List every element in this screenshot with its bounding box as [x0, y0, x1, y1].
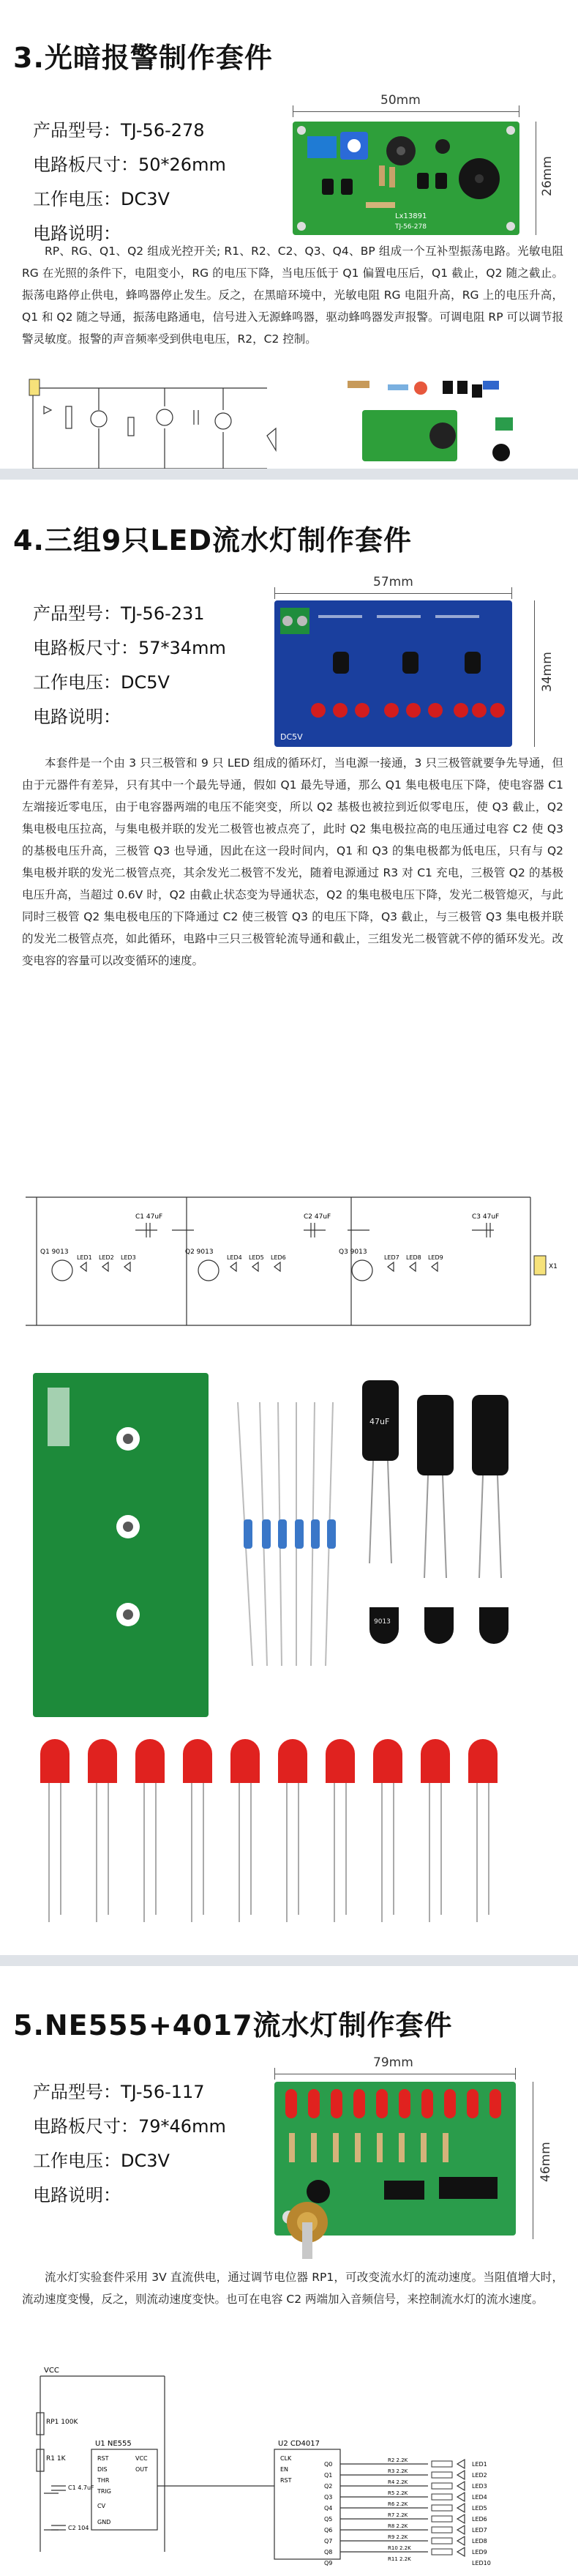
svg-text:Q6: Q6 — [324, 2527, 333, 2534]
svg-text:LED7: LED7 — [472, 2527, 487, 2534]
svg-text:R9 2.2K: R9 2.2K — [388, 2534, 408, 2540]
svg-text:Q9: Q9 — [324, 2560, 333, 2566]
pcb-code-text: Lx13891 — [395, 212, 427, 220]
svg-text:GND: GND — [97, 2519, 111, 2525]
cap-value-label: 47uF — [369, 1417, 390, 1426]
pcb-board-image — [293, 122, 519, 235]
svg-text:Q8: Q8 — [324, 2549, 333, 2555]
svg-text:RST: RST — [280, 2477, 292, 2484]
c2-label: C2 104 — [68, 2525, 89, 2531]
spec-model: 产品型号：TJ-56-278 — [33, 120, 205, 141]
led-label: LED9 — [428, 1254, 443, 1261]
spec-voltage: 工作电压：DC5V — [33, 672, 170, 693]
vcc-label: VCC — [44, 2367, 59, 2375]
svg-text:EN: EN — [280, 2466, 289, 2473]
circuit-schematic — [18, 2361, 574, 2574]
svg-text:R10 2.2K: R10 2.2K — [388, 2545, 411, 2551]
spec-size: 电路板尺寸：79*46mm — [33, 2116, 226, 2137]
dim-height-label: 46mm — [538, 2142, 553, 2182]
svg-text:Q1: Q1 — [324, 2472, 333, 2479]
svg-text:Q7: Q7 — [324, 2538, 333, 2545]
led-label: LED1 — [77, 1254, 92, 1261]
led-label: LED4 — [227, 1254, 242, 1261]
svg-text:LED2: LED2 — [472, 2472, 487, 2479]
svg-text:DIS: DIS — [97, 2466, 108, 2473]
cap-label: C3 47uF — [472, 1213, 500, 1221]
dim-width-label: 57mm — [373, 575, 413, 589]
kit-section-ne555-4017 — [0, 1966, 578, 2576]
svg-text:R11 2.2K: R11 2.2K — [388, 2556, 411, 2562]
transistor-label: Q2 9013 — [185, 1248, 214, 1256]
potentiometer-image — [282, 2200, 333, 2259]
dim-width-label: 50mm — [380, 93, 421, 108]
spec-size: 电路板尺寸：50*26mm — [33, 155, 226, 175]
led-label: LED7 — [384, 1254, 399, 1261]
circuit-schematic — [18, 1186, 567, 1333]
svg-text:CV: CV — [97, 2503, 106, 2509]
kit-title: 3.光暗报警制作套件 — [13, 42, 273, 74]
kit-title: 5.NE555+4017流水灯制作套件 — [13, 2009, 453, 2041]
spec-description-label: 电路说明： — [33, 2185, 121, 2205]
spec-voltage: 工作电压：DC3V — [33, 2151, 170, 2171]
led-label: LED5 — [249, 1254, 264, 1261]
svg-text:RST: RST — [97, 2455, 109, 2462]
connector-label: X1 — [549, 1263, 558, 1270]
svg-text:LED10: LED10 — [472, 2560, 491, 2566]
dim-height-label: 26mm — [540, 156, 555, 196]
section-divider — [0, 1955, 578, 1966]
kit-description: 本套件是一个由 3 只三极管和 9 只 LED 组成的循环灯，当电源一接通，3 只三极管就要争先导通，但由于元器件有差异，只有其中一个最先导通，假如 Q1 最先导通，那么 Q1 集电极电压下降，使电容器 C1 左端接近零电压，由于电容器两端的电压不能突变，所以 Q2 基极也被拉到近似零电压，使 Q3 截止，Q2 集电极电压拉高，与集电极并联的发光二极管也被点亮了，此时 Q2 集电极拉高的电压通过电容 C2 使 Q3 的基极电压升高，三极管 Q3 也导通，因此在这一段时间内，Q1 和 Q3 的集电极都为低电压，只有与 Q2 集电极并联的发光二极管点亮，其余发光二极管不发光，随着电源通过 R3 对 C1 充电，三极管 Q2 的基极电压升高，当超过 0.6V 时，Q2 由截止状态变为导通状态，Q2 的集电极电压下降，发光二极管熄灭，与此同时三极管 Q2 集电极电压的下降通过 C2 使三极管 Q3 的电压下降，Q3 截止，与三极管 Q3 集电极并联的发光二极管点亮，如此循环，电路中三只三极管轮流导通和截止，三组发光二极管就不停的循环发光。改变电容的容量可以改变循环的速度。 — [22, 756, 563, 967]
dim-height-label: 34mm — [540, 652, 555, 692]
rp-label: RP1 100K — [46, 2419, 78, 2426]
ic2-label: U2 CD4017 — [278, 2440, 320, 2448]
pcb-marking-text: TJ-56-278 — [395, 223, 427, 231]
kit-section-light-alarm — [0, 0, 578, 469]
kit-section-led-chaser — [0, 480, 578, 1955]
kit-description: RP、RG、Q1、Q2 组成光控开关; R1、R2、C2、Q3、Q4、BP 组成一个互补型振荡电路。光敏电阻 RG 在光照的条件下，电阻变小，RG 的电压下降，当电压低于 Q1 偏置电压后，Q1 截止，Q2 随之截止。振荡电路停止供电，蜂鸣器停止发生。反之，在黑暗环境中，光敏电阻 RG 电阻升高，RG 上的电压升高，Q1 和 Q2 随之导通，振荡电路通电，信号进入无源蜂鸣器，驱动蜂鸣器发声报警。可调电阻 RP 可以调节报警灵敏度。报警的声音频率受到供电电压，R2，C2 控制。 — [22, 245, 563, 346]
led-label: LED8 — [406, 1254, 421, 1261]
spec-size: 电路板尺寸：57*34mm — [33, 638, 226, 658]
svg-text:LED9: LED9 — [472, 2549, 487, 2555]
kit-title: 4.三组9只LED流水灯制作套件 — [13, 524, 413, 556]
pcb-board-image — [274, 600, 512, 747]
spec-description-label: 电路说明： — [33, 223, 121, 244]
cap-label: C2 47uF — [304, 1213, 331, 1221]
svg-text:LED5: LED5 — [472, 2505, 487, 2512]
svg-text:VCC: VCC — [135, 2455, 148, 2462]
led-label: LED6 — [271, 1254, 286, 1261]
transistor-label: Q1 9013 — [40, 1248, 69, 1256]
svg-text:Q0: Q0 — [324, 2461, 333, 2468]
svg-text:R5 2.2K: R5 2.2K — [388, 2490, 408, 2496]
svg-text:LED1: LED1 — [472, 2461, 487, 2468]
cap-label: C1 47uF — [135, 1213, 163, 1221]
svg-text:R8 2.2K: R8 2.2K — [388, 2523, 408, 2529]
spec-voltage: 工作电压：DC3V — [33, 189, 170, 209]
pcb-components — [293, 122, 519, 235]
ic1-label: U1 NE555 — [95, 2440, 132, 2448]
transistor-value-label: 9013 — [374, 1618, 391, 1626]
kit-parts-image — [333, 373, 567, 469]
c1-label: C1 4.7uF — [68, 2484, 94, 2491]
svg-text:TRIG: TRIG — [97, 2488, 112, 2495]
dim-width-label: 79mm — [373, 2055, 413, 2070]
svg-text:R3 2.2K: R3 2.2K — [388, 2468, 408, 2474]
circuit-schematic — [18, 366, 289, 476]
svg-text:LED4: LED4 — [472, 2494, 487, 2501]
led-label: LED2 — [99, 1254, 114, 1261]
svg-text:CLK: CLK — [280, 2455, 292, 2462]
kit-parts-image — [18, 1358, 567, 1944]
svg-text:LED6: LED6 — [472, 2516, 487, 2523]
svg-text:LED3: LED3 — [472, 2483, 487, 2490]
pcb-marking-text: DC5V — [280, 732, 303, 742]
svg-text:R7 2.2K: R7 2.2K — [388, 2512, 408, 2518]
led-label: LED3 — [121, 1254, 136, 1261]
svg-text:Q5: Q5 — [324, 2516, 333, 2523]
svg-text:LED8: LED8 — [472, 2538, 487, 2545]
spec-model: 产品型号：TJ-56-231 — [33, 603, 205, 624]
dim-width-line — [293, 111, 519, 112]
r1-label: R1 1K — [46, 2455, 66, 2463]
kit-description: 流水灯实验套件采用 3V 直流供电，通过调节电位器 RP1，可改变流水灯的流动速度。当阻值增大时，流动速度变慢，反之，则流动速度变快。也可在电容 C2 两端加入音频信号，来控制流水灯的流水速度。 — [22, 2271, 563, 2306]
svg-text:R4 2.2K: R4 2.2K — [388, 2479, 408, 2485]
svg-text:OUT: OUT — [135, 2466, 149, 2473]
svg-text:R6 2.2K: R6 2.2K — [388, 2501, 408, 2507]
svg-text:Q2: Q2 — [324, 2483, 333, 2490]
section-divider — [0, 469, 578, 480]
svg-text:Q3: Q3 — [324, 2494, 333, 2501]
svg-text:Q4: Q4 — [324, 2505, 333, 2512]
svg-text:THR: THR — [97, 2477, 110, 2484]
spec-description-label: 电路说明： — [33, 707, 121, 727]
transistor-label: Q3 9013 — [339, 1248, 367, 1256]
svg-text:R2 2.2K: R2 2.2K — [388, 2457, 408, 2463]
spec-model: 产品型号：TJ-56-117 — [33, 2082, 205, 2102]
